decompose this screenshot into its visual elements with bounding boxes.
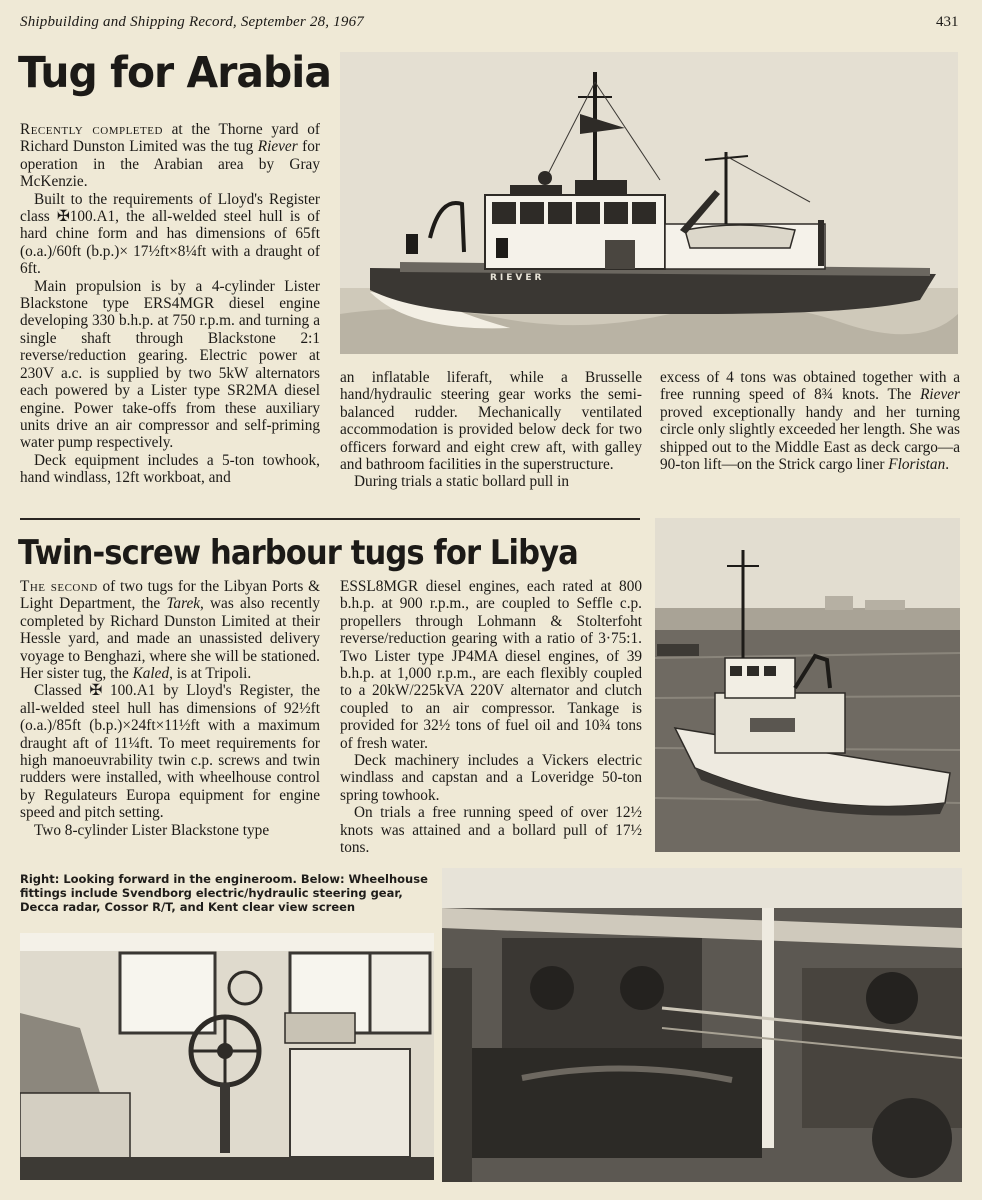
photo-engineroom [442, 868, 962, 1182]
article-2-col2-paragraph-2: Deck machinery includes a Vickers electric windlass and capstan and a Loveridge 50-ton spring towhook. [340, 752, 642, 804]
article-1-column-1 [20, 121, 320, 487]
article-2-title: Twin-screw harbour tugs for Libya [18, 533, 578, 573]
article-1-paragraph-1: Recently completed at the Thorne yard of Richard Dunston Limited was the tug Riever for operation in the Arabian area by Gray McKenzie. [20, 121, 321, 191]
article-2-col2-paragraph-1: ESSL8MGR diesel engines, each rated at 800 b.h.p. at 900 r.p.m., are coupled to Seffle c.p. propellers through Lohmann & Stolterfoht reverse/reduction gearing with a ratio of 3·75:1. Two Lister type JP4MA diesel engines, of 39 b.h.p. at 1,000 r.p.m., are each flexibly coupled to a 20kW/225kVA 220V alternator and clutch coupled to an air compressor. Tankage is provided for 32½ tons of fuel oil and 10¾ tons of fresh water. [340, 578, 642, 752]
photo-wheelhouse [20, 933, 434, 1180]
article-2-col2-paragraph-3: On trials a free running speed of over 12½ knots was attained and a bollard pull of 17½ tons. [340, 804, 642, 857]
running-head: Shipbuilding and Shipping Record, September 28, 1967 [20, 14, 364, 30]
photo-caption: Right: Looking forward in the engineroom. Below: Wheelhouse fittings include Svendborg electric/hydraulic steering gear, Decca radar, Cossor R/T, and Kent clear view screen [20, 872, 428, 914]
article-1-paragraph-4: Deck equipment includes a 5-ton towhook, hand windlass, 12ft workboat, and [20, 451, 320, 487]
article-2-column-2 [340, 578, 642, 857]
article-1-paragraph-2: Built to the requirements of Lloyd's Register class ✠100.A1, the all-welded steel hull is of hard chine form and has dimensions of 65ft (o.a.)/60ft (b.p.)× 17½ft×8¼ft with a draught of 6ft. [20, 190, 320, 278]
article-1-col2-paragraph-2: During trials a static bollard pull in [354, 473, 569, 491]
article-2-paragraph-1: The second of two tugs for the Libyan Ports & Light Department, the Tarek, was also recently completed by Richard Dunston Limited at their Hessle yard, and made an unassisted delivery voyage to Benghazi, where she will be stationed. Her sister tug, the Kaled, is at Tripoli. [20, 578, 320, 683]
article-1-paragraph-3: Main propulsion is by a 4-cylinder Lister Blackstone type ERS4MGR diesel engine developing 330 b.h.p. at 750 r.p.m. and turning a single shaft through Blackstone 2:1 reverse/reduction gearing. Electric power at 230V a.c. is supplied by two 5kW alternators each powered by a Lister type SR2MA diesel engine. Power take-offs from these auxiliary units drive an air compressor and self-priming water pump respectively. [20, 277, 320, 452]
hull-name-riever: RIEVER [490, 273, 545, 283]
article-1-title: Tug for Arabia [18, 48, 331, 98]
page-number: 431 [936, 14, 959, 30]
photo-tug-riever [340, 52, 958, 354]
article-1-column-2 [340, 369, 642, 491]
article-1-column-3 [660, 369, 960, 473]
section-divider [20, 518, 640, 520]
photo-tug-tarek [655, 518, 960, 852]
article-1-col2-paragraph-1: an inflatable liferaft, while a Brusselle hand/hydraulic steering gear works the semi-balanced rudder. Mechanically ventilated accommodation is provided below deck for two officers forward and eight crew aft, with galley and bathroom facilities in the superstructure. [340, 369, 642, 474]
article-2-paragraph-2: Classed ✠ 100.A1 by Lloyd's Register, the all-welded steel hull has dimensions of 92½ft (o.a.)/85ft (b.p.)×24ft×11½ft with a maximum draught aft of 11¼ft. To meet requirements for high manoeuvrability twin c.p. screws and twin rudders were installed, with wheelhouse control by Regulateurs Europa equipment for engine speed and pitch setting. [20, 682, 320, 822]
article-1-col3-paragraph-1: excess of 4 tons was obtained together with a free running speed of 8¾ knots. The Riever proved exceptionally handy and her turning circle only slightly exceeded her length. She was shipped out to the Middle East as deck cargo—a 90-ton lift—on the Strick cargo liner Floristan. [660, 369, 960, 474]
article-2-column-1 [20, 578, 320, 839]
article-2-paragraph-3: Two 8-cylinder Lister Blackstone type [34, 821, 270, 839]
